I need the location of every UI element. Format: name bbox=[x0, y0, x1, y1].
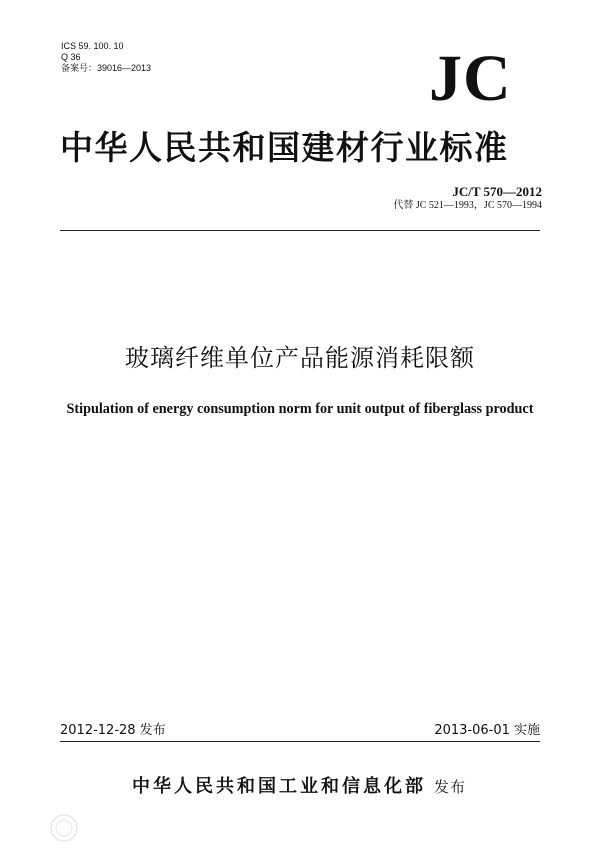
bottom-divider bbox=[60, 741, 540, 742]
issue-date: 2012-12-28 发布 bbox=[60, 723, 166, 738]
publisher-line bbox=[132, 775, 466, 799]
classification-block bbox=[61, 41, 151, 74]
jc-logo: JC bbox=[429, 42, 512, 115]
effective-date: 2013-06-01 实施 bbox=[434, 723, 540, 738]
replaces-note: 代替 JC 521—1993，JC 570—1994 bbox=[393, 200, 542, 211]
ics-code: ICS 59. 100. 10 bbox=[61, 41, 124, 51]
record-number: 备案号：39016—2013 bbox=[61, 63, 152, 73]
top-divider bbox=[60, 230, 540, 231]
publisher-label: 发布 bbox=[434, 778, 467, 796]
document-title-cn: 玻璃纤维单位产品能源消耗限额 bbox=[125, 344, 475, 372]
standard-type-title: 中华人民共和国建材行业标准 bbox=[60, 128, 509, 167]
document-title-en: Stipulation of energy consumption norm for unit output of fiberglass product bbox=[66, 401, 534, 417]
class-code: Q 36 bbox=[61, 52, 81, 62]
publisher-name: 中华人民共和国工业和信息化部 bbox=[132, 776, 426, 797]
standard-number: JC/T 570—2012 bbox=[452, 184, 542, 199]
faint-stamp-mark bbox=[48, 812, 80, 844]
standard-code-block bbox=[393, 184, 542, 212]
